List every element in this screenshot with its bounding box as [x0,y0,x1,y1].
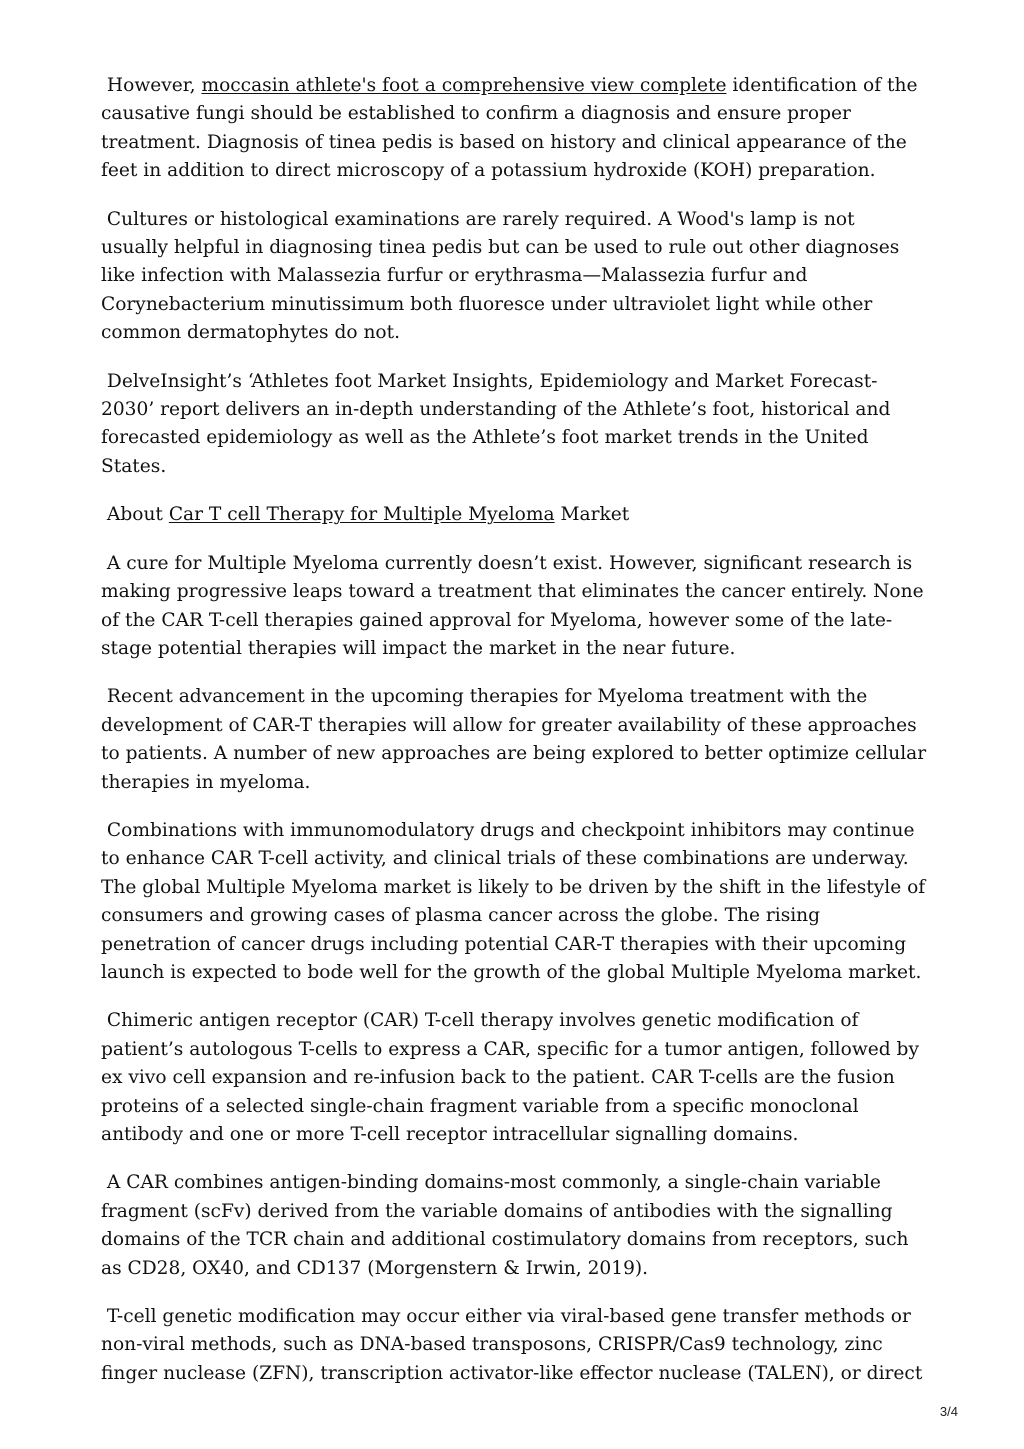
paragraph-combinations: Combinations with immunomodulatory drugs and checkpoint inhibitors may continue to enhance CAR T-cell activity, and clinical trials of these combinations are underway. The global Multiple Myeloma market is likely to be driven by the shift in the lifestyle of consumers and growing cases of plasma cancer across the globe. The rising penetration of cancer drugs including potential CAR-T therapies with their upcoming launch is expected to bode well for the growth of the global Multiple Myeloma market. [101,819,932,983]
paragraph-diagnosis [101,72,927,186]
paragraph-recent-advancement: Recent advancement in the upcoming therapies for Myeloma treatment with the development of CAR-T therapies will allow for greater availability of these approaches to patients. A number of new approaches are being explored to better optimize cellular therapies in myeloma. [101,686,933,793]
paragraph-cure: A cure for Multiple Myeloma currently doesn’t exist. However, significant research is making progressive leaps toward a treatment that eliminates the cancer entirely. None of the CAR T-cell therapies gained approval for Myeloma, however some of the late-stage potential therapies will impact the market in the near future. [101,552,930,659]
paragraph-about-heading [101,501,927,529]
page-number: 3/4 [939,1404,958,1419]
document-body [101,72,933,1408]
paragraph-text: identification of the causative fungi should be established to confirm a diagnosis and ensure proper treatment. Diagnosis of tinea pedis is based on history and clinical appearance of the feet in addition to direct microscopy of a potassium hydroxide (KOH) preparation. [101,75,924,182]
moccasin-athletes-foot-link[interactable]: moccasin athlete's foot a comprehensive view complete [201,75,727,96]
paragraph-car-combines: A CAR combines antigen-binding domains-most commonly, a single-chain variable fragment (scFv) derived from the variable domains of antibodies with the signalling domains of the TCR chain and additional costimulatory domains from receptors, such as CD28, OX40, and CD137 (Morgenstern & Irwin, 2019). [101,1172,915,1279]
paragraph-genetic-modification: T-cell genetic modification may occur either via viral-based gene transfer methods or non-viral methods, such as DNA-based transposons, CRISPR/Cas9 technology, zinc finger nuclease (ZFN), transcription activator-like effector nuclease (TALEN), or direct [101,1306,923,1384]
paragraph-delveinsight-report: DelveInsight’s ‘Athletes foot Market Insights, Epidemiology and Market Forecast-2030’ report delivers an in-depth understanding of the Athlete’s foot, historical and forecasted epidemiology as well as the Athlete’s foot market trends in the United States. [101,370,897,477]
paragraph-cultures: Cultures or histological examinations are rarely required. A Wood's lamp is not usually helpful in diagnosing tinea pedis but can be used to rule out other diagnoses like infection with Malassezia furfur or erythrasma—Malassezia furfur and Corynebacterium minutissimum both fluoresce under ultraviolet light while other common dermatophytes do not. [101,208,906,344]
paragraph-chimeric-antigen: Chimeric antigen receptor (CAR) T-cell therapy involves genetic modification of patient’s autologous T-cells to express a CAR, specific for a tumor antigen, followed by ex vivo cell expansion and re-infusion back to the patient. CAR T-cells are the fusion proteins of a selected single-chain fragment variable from a specific monoclonal antibody and one or more T-cell receptor intracellular signalling domains. [101,1010,925,1145]
paragraph-text: Market [554,504,630,526]
car-t-myeloma-link[interactable]: Car T cell Therapy for Multiple Myeloma [168,504,555,526]
paragraph-text: About [101,504,169,526]
paragraph-text: However, [101,75,202,96]
